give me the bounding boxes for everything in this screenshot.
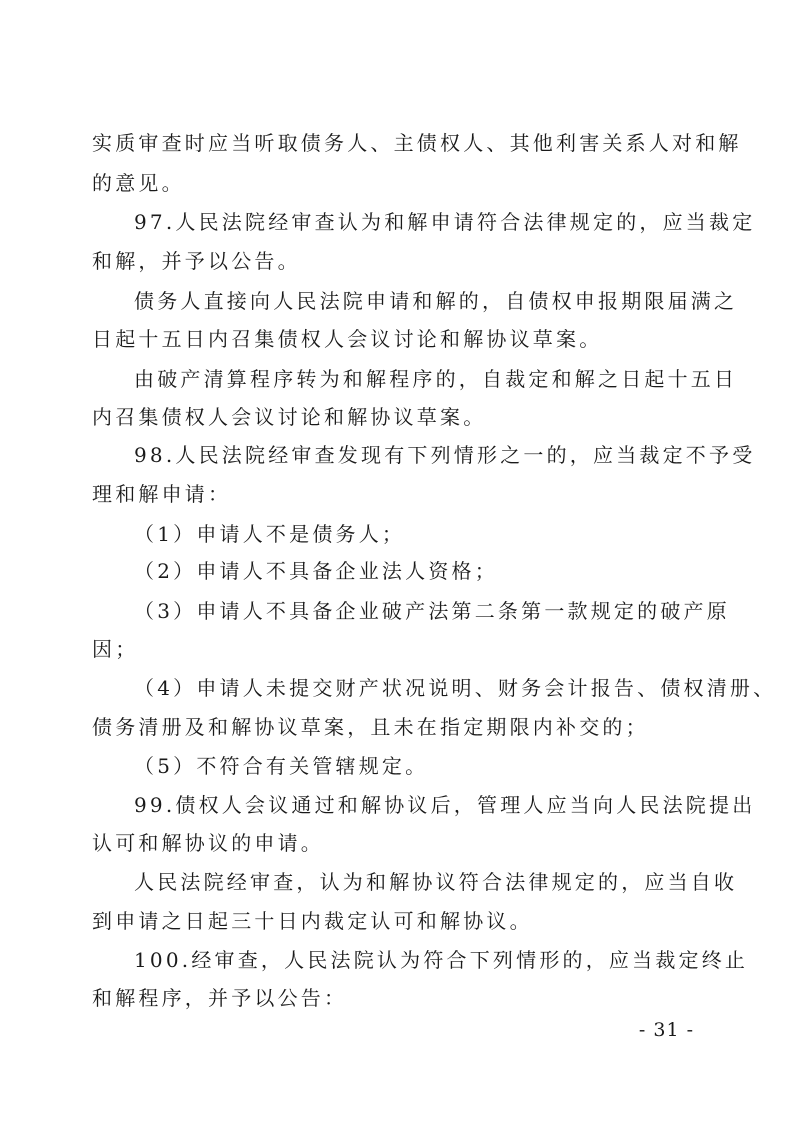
text-line: 100.经审查，人民法院认为符合下列情形的，应当裁定终止 [134,948,749,972]
text-line: 由破产清算程序转为和解程序的，自裁定和解之日起十五日 [134,367,738,391]
text-line: 到申请之日起三十日内裁定认可和解协议。 [92,909,533,933]
text-line: （4）申请人未提交财产状况说明、财务会计报告、债权清册、 [134,676,777,700]
text-line: 理和解申请： [92,482,232,506]
text-line: 和解，并予以公告。 [92,249,301,273]
text-line: 债务清册及和解协议草案，且未在指定期限内补交的； [92,715,649,739]
text-line: （1）申请人不是债务人； [134,522,406,546]
text-line: 人民法院经审查，认为和解协议符合法律规定的，应当自收 [134,870,738,894]
text-line: 日起十五日内召集债权人会议讨论和解协议草案。 [92,327,603,351]
text-line: （3）申请人不具备企业破产法第二条第一款规定的破产原 [134,599,730,623]
text-line: （2）申请人不具备企业法人资格； [134,559,498,583]
text-line: （5）不符合有关管辖规定。 [134,754,429,778]
text-line: 的意见。 [92,171,185,195]
text-line: 98.人民法院经审查发现有下列情形之一的，应当裁定不予受 [134,443,756,467]
text-line: 和解程序，并予以公告： [92,986,348,1010]
text-line: 99.债权人会议通过和解协议后，管理人应当向人民法院提出 [134,793,756,817]
text-line: 内召集债权人会议讨论和解协议草案。 [92,405,487,429]
text-line: 实质审查时应当听取债务人、主债权人、其他利害关系人对和解 [92,131,742,155]
text-line: 认可和解协议的申请。 [92,831,324,855]
text-line: 因； [92,637,139,661]
page-number: - 31 - [638,1019,694,1041]
text-line: 97.人民法院经审查认为和解申请符合法律规定的，应当裁定 [134,210,756,234]
text-line: 债务人直接向人民法院申请和解的，自债权申报期限届满之 [134,289,738,313]
